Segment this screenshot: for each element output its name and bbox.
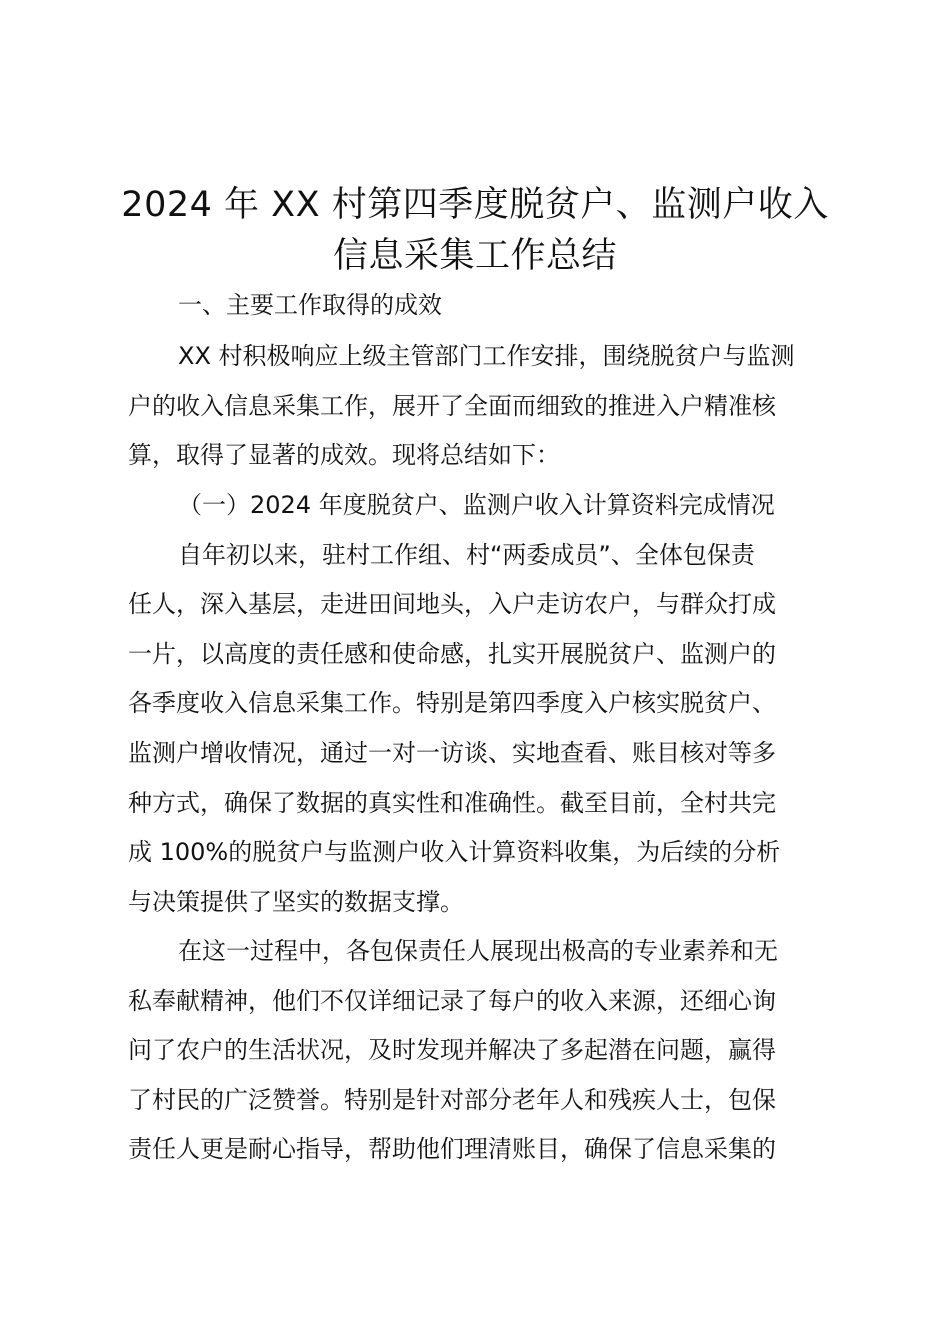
paragraph2-line: 在这一过程中，各包保责任人展现出极高的专业素养和无: [178, 937, 778, 965]
paragraph2-line: 责任人更是耐心指导，帮助他们理清账目，确保了信息采集的: [128, 1135, 776, 1163]
paragraph1-line: 与决策提供了坚实的数据支撑。: [128, 888, 464, 916]
intro-line: 算，取得了显著的成效。现将总结如下：: [128, 441, 560, 469]
section-heading: 一、主要工作取得的成效: [178, 291, 442, 319]
paragraph2-line: 私奉献精神，他们不仅详细记录了每户的收入来源，还细心询: [128, 987, 776, 1015]
paragraph1-line: 监测户增收情况，通过一对一访谈、实地查看、账目核对等多: [128, 739, 776, 767]
paragraph1-line: 成 100%的脱贫户与监测户收入计算资料收集，为后续的分析: [128, 838, 781, 866]
paragraph1-line: 各季度收入信息采集工作。特别是第四季度入户核实脱贫户、: [128, 689, 776, 717]
paragraph1-line: 任人，深入基层，走进田间地头，入户走访农户，与群众打成: [128, 590, 776, 618]
paragraph2-line: 问了农户的生活状况，及时发现并解决了多起潜在问题，赢得: [128, 1036, 776, 1064]
paragraph2-line: 了村民的广泛赞誉。特别是针对部分老年人和残疾人士，包保: [128, 1086, 776, 1114]
intro-line: XX 村积极响应上级主管部门工作安排，围绕脱贫户与监测: [178, 342, 795, 370]
document-title-line-2: 信息采集工作总结: [332, 236, 617, 276]
document-title-line-1: 2024 年 XX 村第四季度脱贫户、监测户收入: [121, 185, 829, 225]
subheading: （一）2024 年度脱贫户、监测户收入计算资料完成情况: [178, 491, 775, 519]
paragraph1-line: 一片，以高度的责任感和使命感，扎实开展脱贫户、监测户的: [128, 640, 776, 668]
intro-line: 户的收入信息采集工作，展开了全面而细致的推进入户精准核: [128, 392, 776, 420]
paragraph1-line: 自年初以来，驻村工作组、村“两委成员”、全体包保责: [178, 541, 755, 569]
paragraph1-line: 种方式，确保了数据的真实性和准确性。截至目前，全村共完: [128, 789, 776, 817]
